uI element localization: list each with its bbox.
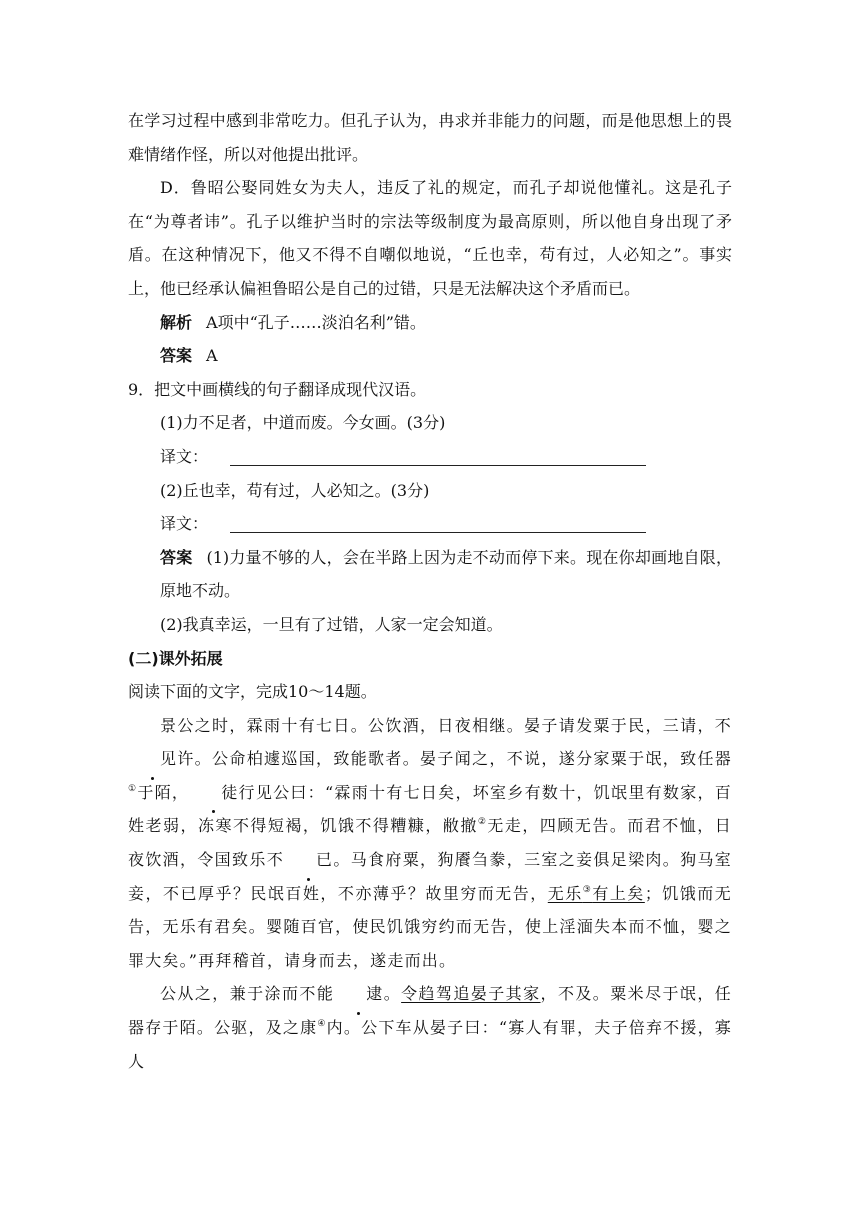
- paragraph-continuation: 在学习过程中感到非常吃力。但孔子认为，冉求并非能力的问题，而是他思想上的畏难情绪作怪，所以对他提出批评。: [128, 111, 732, 164]
- translation-line-1: [128, 440, 732, 474]
- passage-paragraph-2: 公从之，兼于涂而不能 逮。令趋驾追晏子其家，不及。粟米尽于氓，任器存于陌。公驱，及之康④内。公下车从晏子曰：“寡人有罪，夫子倍弃不援，寡人: [128, 977, 732, 1078]
- question9-title: 9．把文中画横线的句子翻译成现代汉语。: [128, 379, 427, 399]
- question9-sentence2: (2)丘也幸，苟有过，人必知之。(3分): [160, 480, 430, 500]
- answer8-text: A: [206, 346, 218, 366]
- dotted-char-dai: 逮: [334, 977, 383, 1011]
- note-ref-2: ②: [477, 817, 488, 828]
- note-ref-4: ④: [317, 1019, 327, 1030]
- answer-blank-2[interactable]: [230, 514, 646, 533]
- passage-paragraph-1: 景公之时，霖雨十有七日。公饮酒，日夜相继。晏子请发粟于民，三请，不见许。公命柏遽巡国，致能歌者。晏子闻之，不说，遂分家粟于氓，致任器①于陌， 徒行见公曰：“霖雨十有七日矣，坏室乡有数十，饥氓里有数家，百姓老弱，冻寒不得短褐，饥饿不得糟糠，敝撤②无走，四顾无告。而君不恤，日夜饮酒，令国致乐不 已。马食府粟，狗餍刍豢，三室之妾俱足梁肉。狗马室妾，不已厚乎？民氓百姓，不亦薄乎？故里穷而无告，无乐③有上矣；饥饿而无告，无乐有君矣。婴随百官，使民饥饿穷约而无告，使上淫湎失本而不恤，婴之罪大矣。”再拜稽首，请身而去，遂走而出。: [128, 715, 732, 970]
- answer9-a1: (1)力量不够的人，会在半路上因为走不动而停下来。现在你却画地自限，原地不动。: [160, 547, 732, 601]
- dotted-char-jian: 见: [128, 742, 177, 776]
- section-title: (二)课外拓展: [128, 648, 223, 668]
- analysis-line: [128, 306, 732, 340]
- section-intro: 阅读下面的文字，完成10～14题。: [128, 682, 377, 702]
- analysis-text: A项中“孔子……淡泊名利”错。: [206, 312, 426, 332]
- note-ref-1: ①: [128, 783, 138, 794]
- question9-sentence1: (1)力不足者，中道而废。今女画。(3分): [160, 413, 446, 433]
- note-ref-3: ③: [582, 884, 593, 895]
- answer8-line: [128, 339, 732, 373]
- answer-blank-1[interactable]: [230, 447, 646, 466]
- answer9-label: 答案: [160, 547, 193, 567]
- translation-line-2: [128, 507, 732, 541]
- dotted-char-tu: 徒: [189, 776, 238, 810]
- answer9-line2: (2)我真幸运，一旦有了过错，人家一定会知道。: [160, 614, 503, 634]
- option-d: D．鲁昭公娶同姓女为夫人，违反了礼的规定，而孔子却说他懂礼。这是孔子在“为尊者讳”。孔子以维护当时的宗法等级制度为最高原则，所以他自身出现了矛盾。在这种情况下，他又不得不自嘲似地说，“丘也幸，苟有过，人必知之”。事实上，他已经承认偏袒鲁昭公是自己的过错，只是无法解决这个矛盾而已。: [128, 178, 732, 298]
- translation-label-2: 译文：: [160, 514, 209, 534]
- underlined-phrase-1: 无乐③有上矣: [547, 883, 645, 903]
- dotted-char-yi: 已: [284, 843, 333, 877]
- translation-label-1: 译文：: [160, 446, 209, 466]
- answer9-line1: [128, 541, 732, 608]
- answer8-label: 答案: [160, 346, 193, 366]
- underlined-phrase-2: 令趋驾追晏子其家: [401, 984, 541, 1004]
- analysis-label: 解析: [160, 312, 193, 332]
